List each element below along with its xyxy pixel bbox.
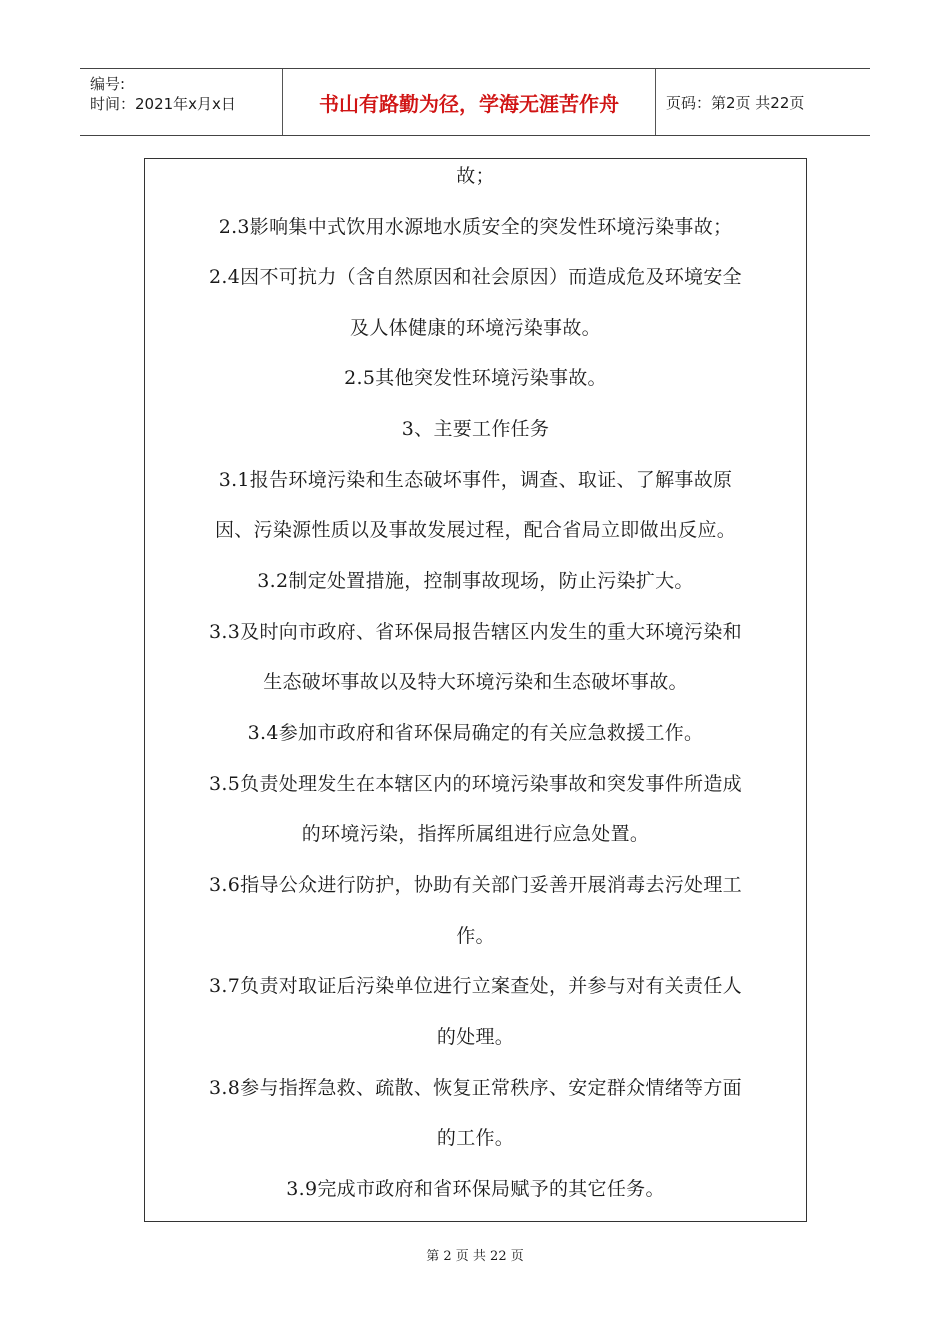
time-label: 时间：2021年x月x日 bbox=[90, 95, 236, 113]
text-line: 3.1报告环境污染和生态破坏事件，调查、取证、了解事故原 bbox=[218, 469, 733, 491]
text-line: 2.5其他突发性环境污染事故。 bbox=[344, 367, 607, 389]
text-line: 2.3影响集中式饮用水源地水质安全的突发性环境污染事故； bbox=[218, 216, 733, 238]
header-info-cell bbox=[80, 69, 283, 135]
text-line: 因、污染源性质以及事故发展过程，配合省局立即做出反应。 bbox=[214, 519, 737, 541]
text-line: 3.6指导公众进行防护，协助有关部门妥善开展消毒去污处理工 bbox=[209, 874, 742, 896]
section-heading: 3、主要工作任务 bbox=[401, 418, 550, 440]
text-line: 的环境污染，指挥所属组进行应急处置。 bbox=[301, 823, 650, 845]
content-box bbox=[144, 158, 807, 1222]
text-line: 的处理。 bbox=[436, 1026, 515, 1048]
text-line: 3.2制定处置措施，控制事故现场，防止污染扩大。 bbox=[257, 570, 694, 592]
text-line: 作。 bbox=[456, 925, 495, 947]
text-line: 3.7负责对取证后污染单位进行立案查处，并参与对有关责任人 bbox=[209, 975, 742, 997]
text-line: 3.5负责处理发生在本辖区内的环境污染事故和突发事件所造成 bbox=[209, 773, 742, 795]
text-line: 3.4参加市政府和省环保局确定的有关应急救援工作。 bbox=[247, 722, 704, 744]
text-line: 及人体健康的环境污染事故。 bbox=[350, 317, 601, 339]
number-label: 编号: bbox=[90, 75, 126, 93]
text-line: 3.9完成市政府和省环保局赋予的其它任务。 bbox=[286, 1178, 665, 1200]
text-line: 故； bbox=[456, 165, 495, 187]
text-line: 3.8参与指挥急救、疏散、恢复正常秩序、安定群众情绪等方面 bbox=[209, 1077, 742, 1099]
document-header bbox=[80, 68, 870, 136]
text-line: 2.4因不可抗力（含自然原因和社会原因）而造成危及环境安全 bbox=[209, 266, 742, 288]
text-line: 的工作。 bbox=[436, 1127, 515, 1149]
page-footer: 第 2 页 共 22 页 bbox=[426, 1249, 524, 1264]
text-line: 3.3及时向市政府、省环保局报告辖区内发生的重大环境污染和 bbox=[209, 621, 742, 643]
motto-text: 书山有路勤为径，学海无涯苦作舟 bbox=[283, 69, 656, 135]
page-code: 页码：第2页 共22页 bbox=[666, 93, 805, 112]
text-line: 生态破坏事故以及特大环境污染和生态破坏事故。 bbox=[263, 671, 688, 693]
